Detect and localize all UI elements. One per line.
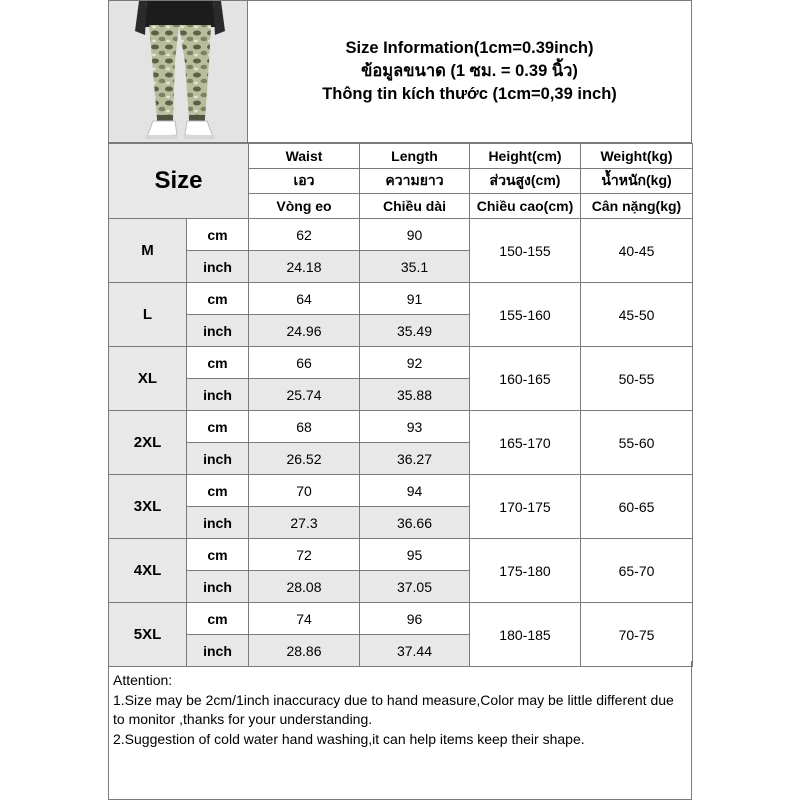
size-header: Size — [109, 144, 249, 219]
waist-cm-value: 70 — [249, 475, 360, 507]
waist-inch-value: 28.86 — [249, 635, 360, 667]
length-inch-value: 35.88 — [360, 379, 470, 411]
attention-title: Attention: — [113, 672, 173, 688]
height-range: 150-155 — [470, 219, 581, 283]
waist-cm-value: 64 — [249, 283, 360, 315]
col-header-waist-th: เอว — [249, 169, 360, 194]
height-range: 160-165 — [470, 347, 581, 411]
length-cm-value: 92 — [360, 347, 470, 379]
unit-inch-label: inch — [187, 379, 249, 411]
waist-cm-value: 66 — [249, 347, 360, 379]
waist-cm-value: 72 — [249, 539, 360, 571]
waist-cm-value: 68 — [249, 411, 360, 443]
height-range: 155-160 — [470, 283, 581, 347]
col-header-height: Height(cm) — [470, 144, 581, 169]
height-range: 170-175 — [470, 475, 581, 539]
waist-inch-value: 24.96 — [249, 315, 360, 347]
header-row-en — [109, 144, 693, 169]
length-inch-value: 37.44 — [360, 635, 470, 667]
unit-cm-label: cm — [187, 411, 249, 443]
weight-range: 60-65 — [581, 475, 693, 539]
waist-inch-value: 28.08 — [249, 571, 360, 603]
length-inch-value: 35.1 — [360, 251, 470, 283]
col-header-height-vi: Chiều cao(cm) — [470, 194, 581, 219]
table-row — [109, 219, 693, 251]
size-label: 2XL — [109, 411, 187, 475]
unit-cm-label: cm — [187, 347, 249, 379]
size-label: XL — [109, 347, 187, 411]
unit-cm-label: cm — [187, 475, 249, 507]
size-label: 3XL — [109, 475, 187, 539]
size-chart — [108, 0, 692, 800]
col-header-weight-vi: Cân nặng(kg) — [581, 194, 693, 219]
weight-range: 50-55 — [581, 347, 693, 411]
unit-inch-label: inch — [187, 571, 249, 603]
col-header-waist-vi: Vòng eo — [249, 194, 360, 219]
weight-range: 70-75 — [581, 603, 693, 667]
col-header-length: Length — [360, 144, 470, 169]
col-header-length-th: ความยาว — [360, 169, 470, 194]
table-row — [109, 347, 693, 379]
product-photo — [108, 0, 248, 143]
table-row — [109, 283, 693, 315]
size-information-box — [248, 0, 692, 143]
attention-line-1: 1.Size may be 2cm/1inch inaccuracy due to hand measure,Color may be little different due to monitor ,thanks for your understanding. — [113, 691, 674, 727]
unit-cm-label: cm — [187, 283, 249, 315]
col-header-length-vi: Chiều dài — [360, 194, 470, 219]
size-label: L — [109, 283, 187, 347]
unit-inch-label: inch — [187, 635, 249, 667]
waist-cm-value: 74 — [249, 603, 360, 635]
table-row — [109, 411, 693, 443]
length-cm-value: 93 — [360, 411, 470, 443]
title-thai: ข้อมูลขนาด (1 ซม. = 0.39 นิ้ว) — [361, 62, 578, 80]
length-cm-value: 96 — [360, 603, 470, 635]
unit-inch-label: inch — [187, 443, 249, 475]
size-rows — [109, 219, 693, 667]
col-header-weight-th: น้ำหนัก(kg) — [581, 169, 693, 194]
unit-inch-label: inch — [187, 507, 249, 539]
size-table — [108, 143, 693, 667]
size-label: M — [109, 219, 187, 283]
attention-line-2: 2.Suggestion of cold water hand washing,it can help items keep their shape. — [113, 730, 585, 747]
table-row — [109, 475, 693, 507]
length-cm-value: 90 — [360, 219, 470, 251]
unit-inch-label: inch — [187, 251, 249, 283]
unit-cm-label: cm — [187, 603, 249, 635]
size-label: 5XL — [109, 603, 187, 667]
table-row — [109, 603, 693, 635]
col-header-waist: Waist — [249, 144, 360, 169]
height-range: 165-170 — [470, 411, 581, 475]
unit-cm-label: cm — [187, 539, 249, 571]
length-cm-value: 95 — [360, 539, 470, 571]
attention-notes — [108, 661, 692, 800]
weight-range: 65-70 — [581, 539, 693, 603]
height-range: 180-185 — [470, 603, 581, 667]
waist-inch-value: 27.3 — [249, 507, 360, 539]
table-row — [109, 539, 693, 571]
col-header-weight: Weight(kg) — [581, 144, 693, 169]
unit-cm-label: cm — [187, 219, 249, 251]
length-inch-value: 37.05 — [360, 571, 470, 603]
col-header-height-th: ส่วนสูง(cm) — [470, 169, 581, 194]
waist-inch-value: 26.52 — [249, 443, 360, 475]
length-inch-value: 35.49 — [360, 315, 470, 347]
unit-inch-label: inch — [187, 315, 249, 347]
weight-range: 40-45 — [581, 219, 693, 283]
title-english: Size Information(1cm=0.39inch) — [345, 39, 594, 57]
size-label: 4XL — [109, 539, 187, 603]
title-vietnamese: Thông tin kích thước (1cm=0,39 inch) — [322, 85, 617, 103]
length-cm-value: 91 — [360, 283, 470, 315]
waist-inch-value: 25.74 — [249, 379, 360, 411]
height-range: 175-180 — [470, 539, 581, 603]
waist-inch-value: 24.18 — [249, 251, 360, 283]
waist-cm-value: 62 — [249, 219, 360, 251]
length-inch-value: 36.27 — [360, 443, 470, 475]
weight-range: 45-50 — [581, 283, 693, 347]
length-cm-value: 94 — [360, 475, 470, 507]
length-inch-value: 36.66 — [360, 507, 470, 539]
weight-range: 55-60 — [581, 411, 693, 475]
model-icon — [109, 1, 248, 143]
